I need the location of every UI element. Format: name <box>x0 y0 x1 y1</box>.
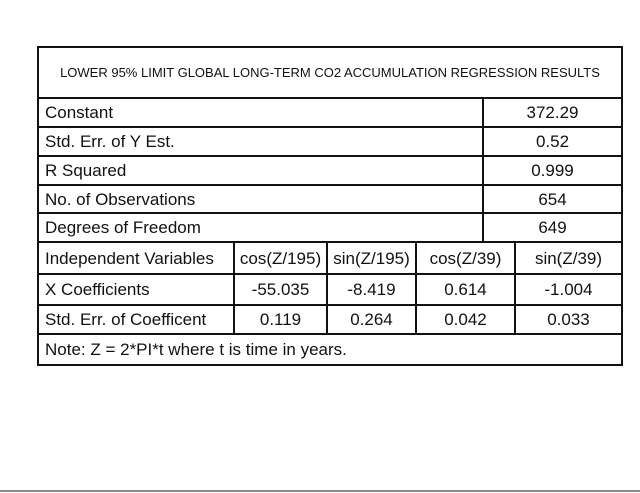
independent-variables-label: Independent Variables <box>45 248 214 268</box>
divider <box>482 99 484 241</box>
summary-label-degrees-freedom: Degrees of Freedom <box>45 218 201 237</box>
summary-label-std-err-y: Std. Err. of Y Est. <box>45 132 175 151</box>
summary-value-std-err-y: 0.52 <box>535 132 570 151</box>
table-title: LOWER 95% LIMIT GLOBAL LONG-TERM CO2 ACCUMULATION REGRESSION RESULTS <box>60 65 600 80</box>
column-header: cos(Z/39) <box>429 248 502 268</box>
std-err-coefficient-label: Std. Err. of Coefficent <box>45 310 207 329</box>
table-cell: 0.264 <box>350 310 393 329</box>
column-header: sin(Z/39) <box>534 248 603 268</box>
regression-results-table <box>37 46 623 366</box>
column-header: cos(Z/195) <box>239 248 322 268</box>
divider <box>514 243 516 333</box>
table-cell: 0.119 <box>259 310 302 329</box>
summary-value-constant: 372.29 <box>526 103 579 122</box>
table-cell: -8.419 <box>347 280 396 299</box>
table-cell: -1.004 <box>544 280 593 299</box>
divider <box>233 243 235 333</box>
column-header: sin(Z/195) <box>333 248 410 268</box>
table-cell: -55.035 <box>251 280 310 299</box>
table-cell: 0.033 <box>547 310 590 329</box>
divider <box>415 243 417 333</box>
table-cell: 0.614 <box>444 280 487 299</box>
x-coefficients-label: X Coefficients <box>45 280 150 299</box>
summary-label-r-squared: R Squared <box>45 161 127 180</box>
summary-label-observations: No. of Observations <box>45 189 196 209</box>
table-cell: 0.042 <box>444 310 487 329</box>
summary-value-observations: 654 <box>538 189 567 209</box>
summary-label-constant: Constant <box>45 103 114 122</box>
page-bottom-border <box>0 490 640 492</box>
note-text: Note: Z = 2*PI*t where t is time in years. <box>45 340 347 359</box>
divider <box>326 243 328 333</box>
summary-value-degrees-freedom: 649 <box>538 218 567 237</box>
summary-value-r-squared: 0.999 <box>531 161 574 180</box>
